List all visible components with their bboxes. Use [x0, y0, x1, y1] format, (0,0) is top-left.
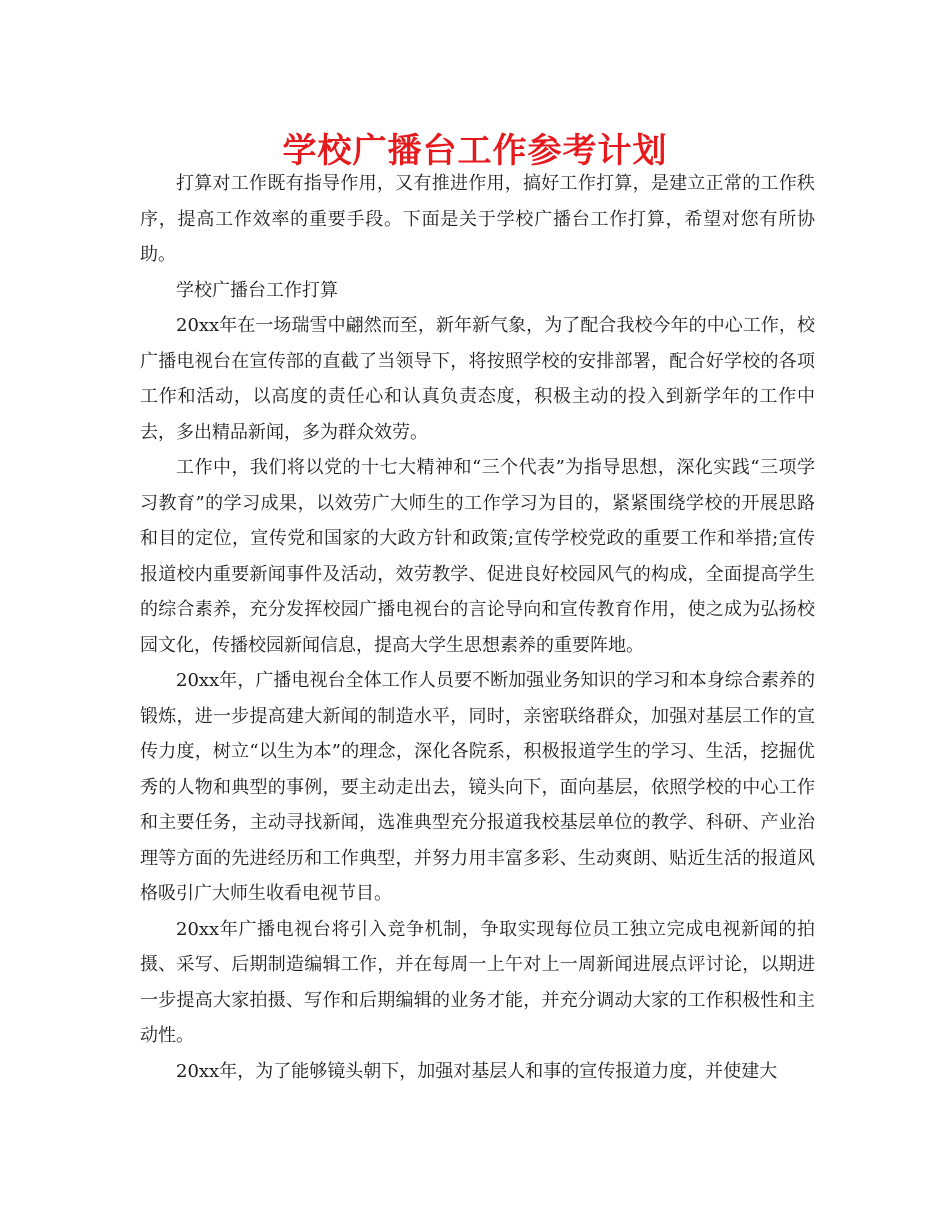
paragraph-5: 20xx年，为了能够镜头朝下，加强对基层人和事的宣传报道力度，并使建大 — [176, 1060, 778, 1082]
paragraph-intro: 打算对工作既有指导作用，又有推进作用，搞好工作打算，是建立正常的工作秩序，提高工作效率的重要手段。下面是关于学校广播台工作打算，希望对您有所协助。 — [140, 173, 815, 265]
document-title: 学校广播台工作参考计划 — [282, 131, 668, 171]
paragraph-1: 20xx年在一场瑞雪中翩然而至，新年新气象，为了配合我校今年的中心工作，校广播电视台在宣传部的直截了当领导下，将按照学校的安排部署，配合好学校的各项工作和活动，以高度的责任心和认真负责态度，积极主动的投入到新学年的工作中去，多出精品新闻，多为群众效劳。 — [140, 315, 815, 443]
paragraph-subheading: 学校广播台工作打算 — [176, 279, 338, 301]
paragraph-4: 20xx年广播电视台将引入竞争机制，争取实现每位员工独立完成电视新闻的拍摄、采写、后期制造编辑工作，并在每周一上午对上一周新闻进展点评讨论，以期进一步提高大家拍摄、写作和后期编辑的业务才能，并充分调动大家的工作积极性和主动性。 — [140, 918, 815, 1046]
paragraph-3: 20xx年，广播电视台全体工作人员要不断加强业务知识的学习和本身综合素养的锻炼，进一步提高建大新闻的制造水平，同时，亲密联络群众，加强对基层工作的宣传力度，树立“以生为本”的理念，深化各院系，积极报道学生的学习、生活，挖掘优秀的人物和典型的事例，要主动走出去，镜头向下，面向基层，依照学校的中心工作和主要任务，主动寻找新闻，选准典型充分报道我校基层单位的教学、科研、产业治理等方面的先进经历和工作典型，并努力用丰富多彩、生动爽朗、贴近生活的报道风格吸引广大师生收看电视节目。 — [140, 670, 815, 904]
paragraph-2: 工作中，我们将以党的十七大精神和“三个代表”为指导思想，深化实践“三项学习教育”的学习成果，以效劳广大师生的工作学习为目的，紧紧围绕学校的开展思路和目的定位，宣传党和国家的大政方针和政策;宣传学校党政的重要工作和举措;宣传报道校内重要新闻事件及活动，效劳教学、促进良好校园风气的构成，全面提高学生的综合素养，充分发挥校园广播电视台的言论导向和宣传教育作用，使之成为弘扬校园文化，传播校园新闻信息，提高大学生思想素养的重要阵地。 — [140, 457, 816, 656]
document-body — [140, 166, 815, 1089]
